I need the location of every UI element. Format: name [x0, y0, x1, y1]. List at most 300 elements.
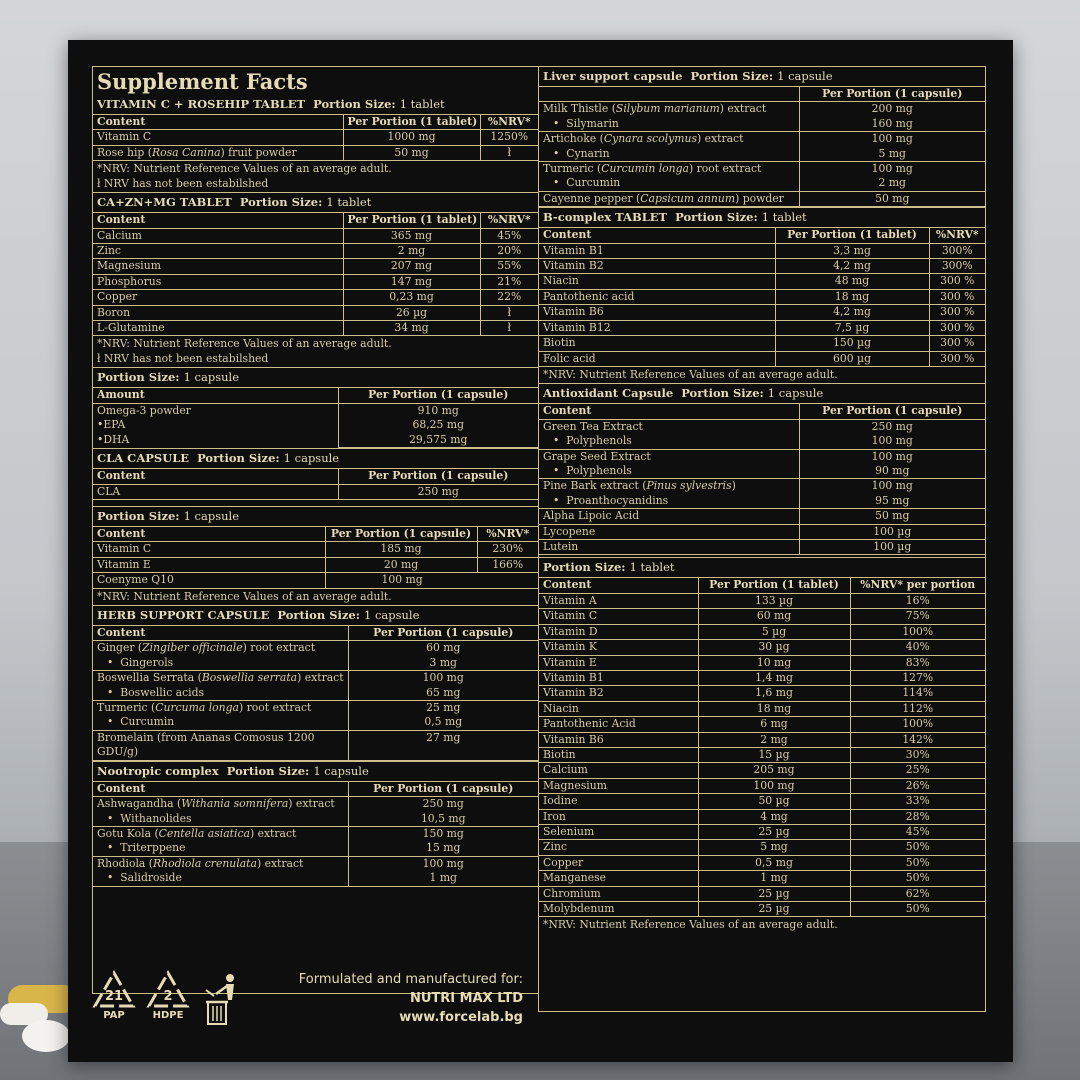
ingredient-name: Chromium [539, 886, 698, 901]
ingredient-name: Folic acid [539, 351, 775, 366]
name-text: ) extract [696, 132, 744, 146]
multivitamin-table [539, 577, 985, 917]
ingredient-name: Molybdenum [539, 902, 698, 917]
portion-label: Portion Size: [197, 451, 280, 466]
ingredient-nrv: 50% [850, 840, 985, 855]
ingredient-amount: 250 mg [338, 484, 538, 499]
ingredient-name [93, 641, 348, 671]
ingredient-amount: 207 mg [343, 259, 480, 274]
extract-name [97, 701, 344, 715]
ingredient-name [539, 479, 799, 509]
sub-name: Withanolides [120, 811, 192, 825]
ingredient-name: Vitamin B6 [539, 305, 775, 320]
amount-line: 100 mg [422, 856, 464, 870]
table-row [93, 145, 538, 160]
ingredient-amount: 1,4 mg [698, 670, 850, 685]
ingredient-amount: 18 mg [698, 701, 850, 716]
table-row [539, 686, 985, 701]
sub-name: Triterppene [120, 841, 186, 855]
section-title [539, 558, 985, 577]
ingredient-nrv: 45% [850, 824, 985, 839]
ingredient-name: Vitamin B6 [539, 732, 698, 747]
table-row [539, 655, 985, 670]
nrv-note: *NRV: Nutrient Reference Values of an average adult. [543, 918, 838, 932]
section-name: CLA CAPSULE [97, 451, 190, 466]
portion-value: 1 capsule [767, 386, 824, 401]
ingredient-nrv: 1250% [480, 130, 538, 145]
ingredient-name: Biotin [539, 747, 698, 762]
portion-value: 1 tablet [629, 560, 675, 575]
latin-name: Withania somnifera [181, 797, 289, 811]
table-row [539, 540, 985, 555]
cazn-table [93, 212, 538, 336]
ingredient-nrv: 300% [929, 243, 985, 258]
ingredient-nrv: 166% [477, 557, 538, 572]
ingredient-nrv: 300 % [929, 320, 985, 335]
col-header: Per Portion (1 capsule) [799, 87, 985, 102]
portion-label: Portion Size: [277, 608, 360, 623]
amount-line: 160 mg [871, 116, 913, 130]
sub-ingredient: • Curcumin [553, 176, 621, 190]
table-row [539, 191, 985, 206]
sub-name: Gingerols [120, 655, 174, 669]
section-name: Nootropic complex [97, 763, 219, 778]
col-header: Per Portion (1 capsule) [799, 404, 985, 419]
table-row [539, 609, 985, 624]
ingredient-nrv: 300 % [929, 274, 985, 289]
ingredient-name [93, 826, 348, 856]
ingredient-name [539, 102, 799, 132]
name-text: Rhodiola ( [97, 856, 153, 870]
ingredient-name: Vitamin B12 [539, 320, 775, 335]
ingredient-amount [799, 479, 985, 509]
name-text: ) extract [288, 797, 335, 811]
table-row [93, 305, 538, 320]
ingredient-name [539, 132, 799, 162]
herb-table [93, 625, 538, 761]
table-row [93, 130, 538, 145]
ingredient-amount [325, 573, 538, 588]
table-row [93, 228, 538, 243]
portion-label: Portion Size: [97, 370, 180, 385]
extract-name [543, 450, 795, 464]
ingredient-name: Vitamin D [539, 624, 698, 639]
manufacturer-block [299, 970, 523, 1027]
ingredient-name: Vitamin A [539, 593, 698, 608]
portion-value: 1 tablet [326, 195, 372, 210]
sub-ingredient: • Triterppene [107, 841, 186, 855]
name-line: Bromelain (from Ananas Comosus 1200 [97, 730, 315, 744]
vitc-section [93, 67, 538, 192]
section-title [93, 449, 538, 468]
ingredient-amount: 25 µg [698, 886, 850, 901]
right-facts-panel [538, 66, 986, 1012]
ingredient-amount [799, 449, 985, 479]
section-name: Antioxidant Capsule [543, 386, 674, 401]
section-title [93, 762, 538, 781]
table-row [93, 573, 538, 588]
ingredient-nrv: 62% [850, 886, 985, 901]
table-row [539, 102, 985, 132]
amount-text: 100 mg [381, 573, 423, 587]
pill-white-round [22, 1020, 70, 1052]
amount-line: 100 mg [871, 162, 913, 176]
table-row [539, 902, 985, 917]
ingredient-amount: 3,3 mg [775, 243, 929, 258]
ingredient-amount [799, 102, 985, 132]
table-row [93, 274, 538, 289]
ingredient-amount [799, 162, 985, 192]
formulated-label: Formulated and manufactured for: [298, 972, 523, 987]
table-row [539, 336, 985, 351]
table-row [93, 730, 538, 760]
name-text: Boswellia Serrata ( [97, 671, 202, 685]
portion-label: Portion Size: [226, 763, 310, 778]
ingredient-amount: 4,2 mg [775, 259, 929, 274]
table-row [539, 289, 985, 304]
ingredient-name [93, 145, 343, 160]
ingredient-nrv: 230% [477, 542, 538, 557]
ingredient-amount: 60 mg [698, 609, 850, 624]
col-header: Content [539, 228, 775, 243]
ingredient-amount: 2 mg [343, 244, 480, 259]
table-row [539, 274, 985, 289]
table-row [93, 321, 538, 336]
name-text: ) extract [297, 671, 344, 685]
table-row [539, 479, 985, 509]
table-row [539, 419, 985, 449]
ingredient-amount: 50 µg [698, 794, 850, 809]
extract-name [543, 420, 795, 434]
table-row [539, 871, 985, 886]
omega-table [93, 387, 538, 448]
table-row [539, 670, 985, 685]
cla-table [93, 468, 538, 500]
ingredient-nrv: 75% [850, 609, 985, 624]
table-row [539, 162, 985, 192]
ingredient-nrv: 114% [850, 686, 985, 701]
col-header [539, 87, 799, 102]
col-header: %NRV* [929, 228, 985, 243]
extract-name [543, 479, 795, 493]
ingredient-amount [348, 641, 538, 671]
table-row [93, 290, 538, 305]
ingredient-amount: 34 mg [343, 321, 480, 336]
ingredient-amount: 25 µg [698, 902, 850, 917]
col-header: Per Portion (1 capsule) [338, 469, 538, 484]
antioxidant-section [539, 383, 985, 555]
ingredient-name [93, 671, 348, 701]
ingredient-amount [799, 419, 985, 449]
ingredient-nrv: 100% [850, 717, 985, 732]
amount-line: 5 mg [878, 146, 906, 160]
name-line: •EPA [97, 418, 126, 432]
portion-label: Portion Size: [543, 560, 626, 575]
sub-name: Polyphenols [566, 464, 632, 478]
name-text: Ginger ( [97, 641, 143, 655]
section-title [539, 67, 985, 86]
ingredient-name: Copper [93, 290, 343, 305]
ingredient-name: Phosphorus [93, 274, 343, 289]
name-text: Pine Bark extract ( [543, 479, 647, 493]
sub-name: Cynarin [566, 146, 610, 160]
section-title [539, 208, 985, 227]
table-row [539, 701, 985, 716]
name-text: ) extract [719, 102, 767, 116]
liver-section [539, 67, 985, 207]
ingredient-name: Alpha Lipoic Acid [539, 509, 799, 524]
ingredient-nrv: ł [480, 305, 538, 320]
ingredient-amount [799, 132, 985, 162]
omega-section [93, 367, 538, 448]
amount-line: 25 mg [426, 701, 461, 715]
sub-name: Polyphenols [566, 434, 632, 448]
sub-ingredient: • Proanthocyanidins [553, 493, 669, 507]
ingredient-name: Boron [93, 305, 343, 320]
latin-name: Capsicum annum [640, 191, 736, 205]
ingredient-nrv: ł [480, 145, 538, 160]
ingredient-name: Magnesium [539, 778, 698, 793]
extract-name [543, 132, 795, 146]
ingredient-nrv: 300% [929, 259, 985, 274]
ingredient-amount: 10 mg [698, 655, 850, 670]
ingredient-name [539, 419, 799, 449]
ingredient-amount: 48 mg [775, 274, 929, 289]
name-text: ) root extract [239, 701, 312, 715]
name-text: ) root extract [688, 162, 762, 176]
latin-name: Rhodiola crenulata [152, 856, 257, 870]
ingredient-name: Calcium [93, 228, 343, 243]
ingredient-name: L-Glutamine [93, 321, 343, 336]
table-row [539, 509, 985, 524]
table-row [93, 797, 538, 827]
table-row [93, 244, 538, 259]
sub-name: Curcumin [566, 176, 621, 190]
ingredient-amount [348, 701, 538, 731]
ingredient-nrv: 300 % [929, 305, 985, 320]
recycle-hdpe-icon [146, 970, 190, 1028]
latin-name: Cynara scolymus [603, 132, 697, 146]
ingredient-name [93, 856, 348, 886]
section-name: Liver support capsule [543, 69, 683, 83]
ingredient-name: Pantothenic acid [539, 289, 775, 304]
col-header: %NRV* per portion [850, 578, 985, 593]
portion-value: 1 tablet [399, 97, 445, 111]
ingredient-name: Niacin [539, 274, 775, 289]
ingredient-amount: 26 µg [343, 305, 480, 320]
latin-name: Silybum marianum [615, 102, 720, 116]
extract-name [97, 671, 344, 685]
ingredient-amount: 50 mg [799, 191, 985, 206]
ingredient-nrv: 50% [850, 871, 985, 886]
ingredient-nrv: 300 % [929, 289, 985, 304]
cla-section [93, 448, 538, 500]
table-row [539, 855, 985, 870]
sub-ingredient: • Boswellic acids [107, 685, 205, 699]
portion-label: Portion Size: [239, 195, 323, 210]
col-header: Content [93, 469, 338, 484]
table-row [539, 824, 985, 839]
col-header: Per Portion (1 capsule) [325, 526, 477, 541]
section-title [93, 95, 538, 114]
ingredient-amount: 50 mg [343, 145, 480, 160]
ingredient-amount: 147 mg [343, 274, 480, 289]
section-title [93, 368, 538, 387]
ingredient-nrv: 26% [850, 778, 985, 793]
latin-name: Centella asiatica [158, 826, 250, 840]
sub-ingredient: • Salidroside [107, 871, 182, 885]
sub-ingredient: • Silymarin [553, 116, 619, 130]
ingredient-name: Selenium [539, 824, 698, 839]
col-header: Content [93, 781, 348, 796]
ingredient-name: Vitamin K [539, 640, 698, 655]
amount-line: 65 mg [426, 685, 461, 699]
ingredient-name [93, 797, 348, 827]
sub-ingredient: • Cynarin [553, 146, 610, 160]
name-text: ) extract [256, 856, 304, 870]
recycle-label: HDPE [152, 1010, 184, 1021]
name-line: GDU/g) [97, 745, 139, 759]
table-row [93, 403, 538, 447]
portion-value: 1 capsule [363, 608, 420, 623]
col-header: Content [93, 626, 348, 641]
ingredient-name [93, 701, 348, 731]
ingredient-amount: 30 µg [698, 640, 850, 655]
table-row [539, 640, 985, 655]
ingredient-amount: 4 mg [698, 809, 850, 824]
name-text: ) fruit powder [220, 145, 297, 159]
ingredient-nrv: 33% [850, 794, 985, 809]
section-name: B-complex TABLET [543, 210, 668, 225]
extract-name [97, 641, 344, 655]
ingredient-amount: 6 mg [698, 717, 850, 732]
recycle-code: 21 [104, 989, 124, 1004]
ingredient-name: Pantothenic Acid [539, 717, 698, 732]
ingredient-name: Lutein [539, 540, 799, 555]
ingredient-name: Vitamin B2 [539, 259, 775, 274]
ingredient-name [539, 191, 799, 206]
website-link: www.forcelab.bg [399, 1010, 523, 1025]
ingredient-amount: 133 µg [698, 593, 850, 608]
amount-line: 250 mg [871, 419, 913, 433]
portion-value: 1 capsule [283, 451, 340, 466]
col-header: Per Portion (1 tablet) [343, 115, 480, 130]
amount-line: 200 mg [871, 102, 913, 116]
ingredient-nrv: 28% [850, 809, 985, 824]
amount-line: 100 mg [871, 434, 913, 448]
antioxidant-table [539, 403, 985, 555]
ingredient-amount: 27 mg [348, 730, 538, 760]
ingredient-amount: 7,5 µg [775, 320, 929, 335]
section-name: HERB SUPPORT CAPSULE [97, 608, 270, 623]
latin-name: Curcuma longa [155, 701, 239, 715]
section-name: VITAMIN C + ROSEHIP TABLET [97, 97, 306, 111]
ingredient-amount: 150 µg [775, 336, 929, 351]
ingredient-name [93, 403, 338, 447]
name-text: Milk Thistle ( [543, 102, 616, 116]
ingredient-name: CLA [93, 484, 338, 499]
sub-name: Boswellic acids [120, 685, 205, 699]
liver-table [539, 86, 985, 207]
bcomplex-section [539, 207, 985, 383]
name-text: Green Tea Extract [543, 419, 643, 433]
amount-line: 10,5 mg [420, 811, 466, 825]
ingredient-nrv: 300 % [929, 351, 985, 366]
amount-line: 910 mg [417, 403, 459, 417]
col-header: %NRV* [480, 115, 538, 130]
cazn-section [93, 192, 538, 367]
table-row [93, 826, 538, 856]
vitc-table [93, 114, 538, 161]
left-facts-panel [92, 66, 539, 994]
ingredient-nrv: 16% [850, 593, 985, 608]
name-text: Grape Seed Extract [543, 449, 651, 463]
ingredient-name: Vitamin E [539, 655, 698, 670]
col-header: %NRV* [480, 213, 538, 228]
amount-line: 2 mg [878, 176, 906, 190]
nootropic-section [93, 761, 538, 887]
table-row [539, 794, 985, 809]
table-row [539, 717, 985, 732]
table-row [539, 243, 985, 258]
ingredient-nrv: 20% [480, 244, 538, 259]
ingredient-amount: 100 µg [799, 524, 985, 539]
ingredient-name: Lycopene [539, 524, 799, 539]
ingredient-nrv: 142% [850, 732, 985, 747]
table-row [93, 557, 538, 572]
amount-line: 60 mg [426, 641, 461, 655]
ingredient-nrv: 55% [480, 259, 538, 274]
ingredient-amount: 1,6 mg [698, 686, 850, 701]
col-header: Content [539, 404, 799, 419]
note-line: *NRV: Nutrient Reference Values of an average adult. [97, 337, 392, 351]
tidyman-bin-icon [200, 970, 244, 1028]
table-row [539, 747, 985, 762]
section-title [93, 193, 538, 212]
sub-ingredient: • Curcumin [107, 715, 175, 729]
table-row [93, 701, 538, 731]
section-title [539, 384, 985, 403]
portion-value: 1 capsule [183, 370, 240, 385]
ingredient-name: Niacin [539, 701, 698, 716]
ingredient-amount: 100 mg [698, 778, 850, 793]
table-row [93, 259, 538, 274]
ingredient-amount: 100 µg [799, 540, 985, 555]
ingredient-nrv: 25% [850, 763, 985, 778]
ingredient-amount: 205 mg [698, 763, 850, 778]
ingredient-amount [348, 856, 538, 886]
ingredient-amount: 1000 mg [343, 130, 480, 145]
name-text: ) [731, 479, 736, 493]
multivitamin-section [539, 557, 985, 933]
table-row [93, 671, 538, 701]
ingredient-name: Copper [539, 855, 698, 870]
name-text: Turmeric ( [543, 162, 602, 176]
ingredient-amount: 600 µg [775, 351, 929, 366]
ingredient-amount: 0,23 mg [343, 290, 480, 305]
name-text: Artichoke ( [543, 132, 604, 146]
sub-ingredient: • Polyphenols [553, 464, 632, 478]
ingredient-amount: 0,5 mg [698, 855, 850, 870]
table-row [539, 624, 985, 639]
table-row [539, 351, 985, 366]
ingredient-nrv: 50% [850, 902, 985, 917]
table-row [539, 259, 985, 274]
portion-value: 1 capsule [313, 763, 369, 778]
ingredient-nrv: 30% [850, 747, 985, 762]
ingredient-name: Magnesium [93, 259, 343, 274]
latin-name: Boswellia serrata [201, 671, 298, 685]
